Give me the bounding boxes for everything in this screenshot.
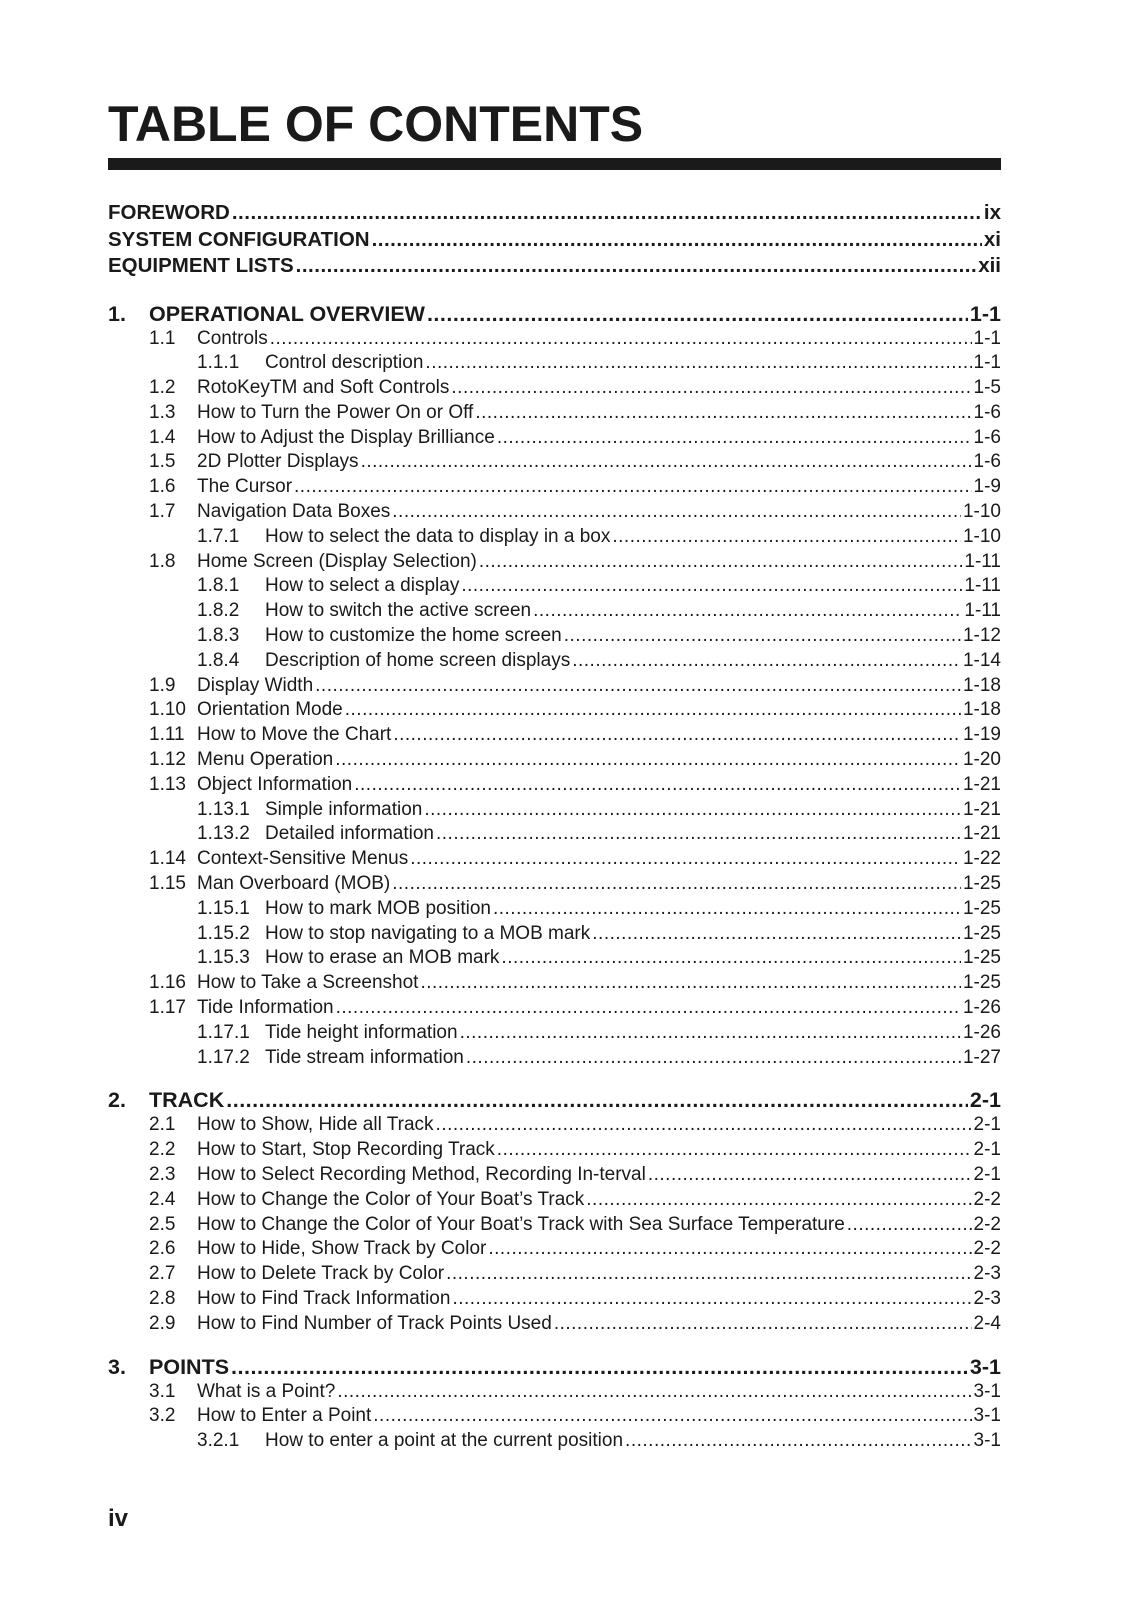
toc-entry-subsection[interactable] bbox=[108, 624, 1001, 649]
group-spacer bbox=[108, 1070, 1001, 1087]
toc-entry-page: 2-2 bbox=[973, 1238, 1001, 1260]
toc-entry-page: xi bbox=[983, 227, 1001, 251]
toc-entry-title: How to Change the Color of Your Boat’s Track with Sea Surface Temperature bbox=[197, 1213, 845, 1235]
toc-entry-section[interactable] bbox=[108, 674, 1001, 699]
toc-entry-page: 1-18 bbox=[962, 699, 1001, 721]
toc-entry-number: 2.2 bbox=[149, 1139, 176, 1161]
toc-entry-section[interactable] bbox=[108, 401, 1001, 426]
toc-entry-section[interactable] bbox=[108, 475, 1001, 500]
toc-entry-page: 1-21 bbox=[962, 773, 1001, 795]
dot-leader bbox=[424, 798, 961, 823]
dot-leader bbox=[392, 500, 961, 525]
toc-entry-title: How to erase an MOB mark bbox=[265, 947, 500, 969]
toc-entry-number: 1.15.3 bbox=[197, 947, 250, 969]
page-title: TABLE OF CONTENTS bbox=[108, 96, 644, 152]
toc-entry-section[interactable] bbox=[108, 1163, 1001, 1188]
toc-entry-number: 3.1 bbox=[149, 1380, 176, 1402]
toc-entry-page: 2-4 bbox=[973, 1312, 1001, 1334]
toc-entry-number: 1.13 bbox=[149, 773, 186, 795]
toc-entry-title: OPERATIONAL OVERVIEW bbox=[149, 301, 425, 326]
toc-entry-page: 1-22 bbox=[962, 848, 1001, 870]
toc-entry-section[interactable] bbox=[108, 327, 1001, 352]
dot-leader bbox=[427, 301, 968, 327]
toc-entry-title: How to enter a point at the current position bbox=[265, 1430, 624, 1452]
toc-entry-page: 1-12 bbox=[962, 625, 1001, 647]
toc-entry-section[interactable] bbox=[108, 1138, 1001, 1163]
toc-entry-number: 1.15.1 bbox=[197, 897, 250, 919]
toc-entry-title: Man Overboard (MOB) bbox=[197, 873, 391, 895]
toc-entry-subsection[interactable] bbox=[108, 574, 1001, 599]
toc-entry-number: 1.4 bbox=[149, 426, 176, 448]
dot-leader bbox=[847, 1213, 972, 1238]
toc-entry-page: 3-1 bbox=[973, 1430, 1001, 1452]
toc-entry-subsection[interactable] bbox=[108, 1429, 1001, 1454]
dot-leader bbox=[451, 376, 971, 401]
toc-entry-number: 1.9 bbox=[149, 674, 176, 696]
toc-entry-page: 3-1 bbox=[973, 1405, 1001, 1427]
page-number: iv bbox=[108, 1505, 129, 1532]
toc-entry-page: 1-11 bbox=[964, 575, 1001, 597]
toc-entry-section[interactable] bbox=[108, 971, 1001, 996]
dot-leader bbox=[460, 1021, 961, 1046]
toc-entry-number: 1.2 bbox=[149, 377, 176, 399]
toc-entry-title: Menu Operation bbox=[197, 749, 334, 771]
toc-entry-title: Detailed information bbox=[265, 823, 434, 845]
toc-entry-page: 1-6 bbox=[973, 426, 1001, 448]
toc-entry-number: 1.12 bbox=[149, 749, 186, 771]
toc-entry-page: 2-3 bbox=[973, 1263, 1001, 1285]
toc-entry-number: 1.5 bbox=[149, 451, 176, 473]
toc-entry-title: How to Turn the Power On or Off bbox=[197, 401, 474, 423]
toc-entry-number: 1.8.2 bbox=[197, 600, 240, 622]
toc-entry-number: 1.17 bbox=[149, 997, 186, 1019]
dot-leader bbox=[270, 327, 972, 352]
dot-leader bbox=[497, 1138, 972, 1163]
toc-entry-number: 2.5 bbox=[149, 1213, 176, 1235]
dot-leader bbox=[648, 1163, 972, 1188]
dot-leader bbox=[564, 624, 961, 649]
toc-entry-number: 1.11 bbox=[149, 724, 185, 746]
dot-leader bbox=[625, 1429, 971, 1454]
toc-entry-title: TRACK bbox=[149, 1088, 225, 1113]
toc-entry-chapter[interactable] bbox=[108, 1354, 1001, 1380]
toc-entry-page: 2-1 bbox=[973, 1139, 1001, 1161]
toc-entry-page: 2-1 bbox=[973, 1114, 1001, 1136]
toc-entry-page: 1-21 bbox=[962, 823, 1001, 845]
dot-leader bbox=[345, 698, 961, 723]
toc-entry-section[interactable] bbox=[108, 1262, 1001, 1287]
dot-leader bbox=[572, 649, 961, 674]
dot-leader bbox=[612, 525, 961, 550]
toc-entry-subsection[interactable] bbox=[108, 922, 1001, 947]
toc-entry-number: 1.15.2 bbox=[197, 922, 250, 944]
toc-entry-section[interactable] bbox=[108, 1188, 1001, 1213]
toc-entry-section[interactable] bbox=[108, 1237, 1001, 1262]
toc-entry-number: 2. bbox=[108, 1088, 126, 1113]
toc-entry-title: EQUIPMENT LISTS bbox=[108, 254, 294, 277]
toc-entry-section[interactable] bbox=[108, 1312, 1001, 1337]
toc-entry-section[interactable] bbox=[108, 872, 1001, 897]
toc-entry-page: 1-27 bbox=[962, 1046, 1001, 1068]
dot-leader bbox=[554, 1312, 972, 1337]
toc-entry-page: 1-25 bbox=[962, 873, 1001, 895]
dot-leader bbox=[337, 1380, 971, 1405]
toc-entry-title: Display Width bbox=[197, 674, 314, 696]
toc-entry-page: 1-1 bbox=[969, 301, 1001, 326]
toc-entry-subsection[interactable] bbox=[108, 897, 1001, 922]
toc-entry-section[interactable] bbox=[108, 1287, 1001, 1312]
toc-entry-number: 3.2.1 bbox=[197, 1430, 240, 1452]
toc-entry-page: xii bbox=[978, 254, 1001, 277]
toc-entry-page: 1-25 bbox=[962, 922, 1001, 944]
toc-entry-page: 1-10 bbox=[962, 525, 1001, 547]
dot-leader bbox=[336, 996, 961, 1021]
toc-entry-title: How to Start, Stop Recording Track bbox=[197, 1139, 495, 1161]
dot-leader bbox=[361, 450, 972, 475]
toc-entry-number: 1.6 bbox=[149, 476, 176, 498]
dot-leader bbox=[446, 1262, 971, 1287]
dot-leader bbox=[436, 1113, 972, 1138]
toc-entry-page: 1-26 bbox=[962, 1021, 1001, 1043]
toc-entry-page: 1-25 bbox=[962, 972, 1001, 994]
toc-entry-title: How to select a display bbox=[265, 575, 460, 597]
toc-entry-title: How to Move the Chart bbox=[197, 724, 392, 746]
toc-entry-number: 1.8.1 bbox=[197, 575, 240, 597]
toc-entry-section[interactable] bbox=[108, 1380, 1001, 1405]
dot-leader bbox=[497, 426, 972, 451]
toc-entry-number: 1.3 bbox=[149, 401, 176, 423]
toc-entry-page: 1-20 bbox=[962, 749, 1001, 771]
toc-entry-number: 1.7.1 bbox=[197, 525, 240, 547]
toc-entry-subsection[interactable] bbox=[108, 822, 1001, 847]
toc-entry-page: 1-6 bbox=[973, 451, 1001, 473]
toc-entry-title: How to select the data to display in a box bbox=[265, 525, 611, 547]
toc-entry-title: Tide Information bbox=[197, 997, 334, 1019]
toc-entry-section[interactable] bbox=[108, 847, 1001, 872]
toc-entry-page: 1-6 bbox=[973, 401, 1001, 423]
toc-entry-title: How to Take a Screenshot bbox=[197, 972, 419, 994]
toc-entry-section[interactable] bbox=[108, 1213, 1001, 1238]
toc-entry-number: 1.17.2 bbox=[197, 1046, 250, 1068]
toc-entry-number: 1. bbox=[108, 301, 126, 326]
toc-entry-number: 1.7 bbox=[149, 501, 176, 523]
toc-entry-title: How to Find Track Information bbox=[197, 1287, 451, 1309]
dot-leader bbox=[420, 971, 961, 996]
toc-entry-section[interactable] bbox=[108, 698, 1001, 723]
toc-entry-page: 1-1 bbox=[973, 352, 1001, 374]
toc-entry-subsection[interactable] bbox=[108, 946, 1001, 971]
toc-entry-chapter[interactable] bbox=[108, 1087, 1001, 1113]
toc-entry-title: How to Change the Color of Your Boat’s Track bbox=[197, 1188, 585, 1210]
dot-leader bbox=[493, 897, 961, 922]
toc-entry-section[interactable] bbox=[108, 773, 1001, 798]
toc-entry-title: How to Enter a Point bbox=[197, 1405, 372, 1427]
dot-leader bbox=[373, 1404, 971, 1429]
dot-leader bbox=[586, 1188, 971, 1213]
toc-entry-section[interactable] bbox=[108, 1404, 1001, 1429]
toc-entry-title: How to stop navigating to a MOB mark bbox=[265, 922, 591, 944]
toc-entry-title: How to customize the home screen bbox=[265, 625, 562, 647]
toc-entry-section[interactable] bbox=[108, 500, 1001, 525]
toc-entry-title: SYSTEM CONFIGURATION bbox=[108, 227, 370, 251]
toc-entry-title: 2D Plotter Displays bbox=[197, 451, 359, 473]
toc-entry-title: How to Hide, Show Track by Color bbox=[197, 1238, 487, 1260]
dot-leader bbox=[461, 574, 962, 599]
table-of-contents bbox=[108, 200, 1001, 1454]
toc-entry-page: 2-1 bbox=[973, 1164, 1001, 1185]
toc-entry-title: Object Information bbox=[197, 773, 353, 795]
toc-entry-section[interactable] bbox=[108, 376, 1001, 401]
dot-leader bbox=[392, 872, 961, 897]
toc-entry-section[interactable] bbox=[108, 748, 1001, 773]
toc-entry-page: 1-11 bbox=[964, 550, 1001, 572]
toc-entry-subsection[interactable] bbox=[108, 649, 1001, 674]
toc-entry-title: Simple information bbox=[265, 798, 423, 820]
toc-entry-page: 1-21 bbox=[962, 798, 1001, 820]
toc-entry-page: 1-14 bbox=[962, 649, 1001, 671]
dot-leader bbox=[393, 723, 961, 748]
toc-entry-page: 2-1 bbox=[969, 1088, 1001, 1113]
dot-leader bbox=[436, 822, 961, 847]
toc-entry-title: What is a Point? bbox=[197, 1380, 336, 1402]
toc-entry-page: 1-26 bbox=[962, 997, 1001, 1019]
toc-entry-page: 1-1 bbox=[973, 327, 1001, 349]
toc-entry-title: Orientation Mode bbox=[197, 699, 343, 721]
dot-leader bbox=[372, 227, 982, 254]
toc-entry-section[interactable] bbox=[108, 550, 1001, 575]
toc-entry-page: 3-1 bbox=[969, 1354, 1001, 1379]
toc-entry-subsection[interactable] bbox=[108, 599, 1001, 624]
dot-leader bbox=[475, 401, 971, 426]
dot-leader bbox=[452, 1287, 971, 1312]
toc-entry-title: How to Adjust the Display Brilliance bbox=[197, 426, 495, 448]
toc-entry-number: 2.6 bbox=[149, 1238, 176, 1260]
toc-entry-front[interactable] bbox=[108, 253, 1001, 280]
toc-entry-title: Control description bbox=[265, 352, 424, 374]
toc-entry-number: 1.8.3 bbox=[197, 625, 240, 647]
toc-entry-number: 2.3 bbox=[149, 1164, 176, 1185]
toc-entry-title: Tide stream information bbox=[265, 1046, 464, 1068]
toc-entry-title: How to mark MOB position bbox=[265, 897, 491, 919]
toc-entry-number: 1.8.4 bbox=[197, 649, 240, 671]
toc-entry-title: POINTS bbox=[149, 1354, 230, 1379]
toc-entry-subsection[interactable] bbox=[108, 1046, 1001, 1071]
toc-entry-title: Context-Sensitive Menus bbox=[197, 848, 409, 870]
dot-leader bbox=[232, 200, 982, 227]
toc-entry-section[interactable] bbox=[108, 723, 1001, 748]
title-rule bbox=[108, 158, 1001, 170]
toc-entry-title: RotoKeyTM and Soft Controls bbox=[197, 377, 450, 399]
group-spacer bbox=[108, 280, 1001, 301]
toc-entry-page: 1-19 bbox=[962, 724, 1001, 746]
dot-leader bbox=[335, 748, 961, 773]
toc-entry-title: FOREWORD bbox=[108, 201, 230, 224]
toc-entry-number: 1.14 bbox=[149, 848, 186, 870]
dot-leader bbox=[466, 1046, 961, 1071]
toc-entry-title: How to Show, Hide all Track bbox=[197, 1114, 434, 1136]
toc-entry-page: 1-11 bbox=[964, 600, 1001, 622]
toc-entry-front[interactable] bbox=[108, 227, 1001, 254]
toc-entry-number: 3.2 bbox=[149, 1405, 176, 1427]
dot-leader bbox=[479, 550, 963, 575]
dot-leader bbox=[226, 1087, 968, 1113]
toc-entry-number: 1.13.2 bbox=[197, 823, 250, 845]
toc-entry-number: 1.1.1 bbox=[197, 352, 240, 374]
toc-entry-subsection[interactable] bbox=[108, 1021, 1001, 1046]
toc-entry-title: Controls bbox=[197, 327, 268, 349]
toc-entry-page: 1-9 bbox=[973, 476, 1001, 498]
toc-entry-number: 2.4 bbox=[149, 1188, 176, 1210]
toc-entry-section[interactable] bbox=[108, 426, 1001, 451]
toc-entry-number: 2.7 bbox=[149, 1263, 176, 1285]
toc-entry-title: Navigation Data Boxes bbox=[197, 501, 391, 523]
dot-leader bbox=[315, 674, 961, 699]
toc-entry-page: 1-25 bbox=[962, 947, 1001, 969]
toc-entry-section[interactable] bbox=[108, 450, 1001, 475]
toc-entry-title: How to Find Number of Track Points Used bbox=[197, 1312, 552, 1334]
toc-entry-title: The Cursor bbox=[197, 476, 293, 498]
dot-leader bbox=[488, 1237, 971, 1262]
dot-leader bbox=[296, 253, 977, 280]
toc-entry-title: Home Screen (Display Selection) bbox=[197, 550, 477, 572]
toc-entry-section[interactable] bbox=[108, 996, 1001, 1021]
toc-entry-section[interactable] bbox=[108, 1113, 1001, 1138]
toc-entry-number: 1.15 bbox=[149, 873, 186, 895]
toc-entry-subsection[interactable] bbox=[108, 351, 1001, 376]
toc-entry-page: 1-18 bbox=[962, 674, 1001, 696]
toc-entry-subsection[interactable] bbox=[108, 525, 1001, 550]
toc-entry-title: Description of home screen displays bbox=[265, 649, 571, 671]
toc-entry-number: 1.13.1 bbox=[197, 798, 250, 820]
toc-entry-page: 3-1 bbox=[973, 1380, 1001, 1402]
toc-entry-number: 1.1 bbox=[149, 327, 176, 349]
toc-entry-number: 1.16 bbox=[149, 972, 186, 994]
toc-entry-page: ix bbox=[983, 201, 1001, 224]
group-spacer bbox=[108, 1337, 1001, 1354]
toc-entry-number: 2.8 bbox=[149, 1287, 176, 1309]
toc-entry-page: 1-25 bbox=[962, 897, 1001, 919]
dot-leader bbox=[294, 475, 972, 500]
toc-entry-number: 1.17.1 bbox=[197, 1021, 250, 1043]
toc-entry-number: 1.10 bbox=[149, 699, 186, 721]
dot-leader bbox=[533, 599, 962, 624]
dot-leader bbox=[425, 351, 971, 376]
dot-leader bbox=[501, 946, 961, 971]
toc-entry-number: 2.9 bbox=[149, 1312, 176, 1334]
toc-entry-subsection[interactable] bbox=[108, 798, 1001, 823]
toc-entry-page: 2-2 bbox=[973, 1188, 1001, 1210]
toc-entry-page: 2-2 bbox=[973, 1213, 1001, 1235]
toc-entry-chapter[interactable] bbox=[108, 301, 1001, 327]
dot-leader bbox=[410, 847, 961, 872]
toc-entry-title: How to Select Recording Method, Recording In-terval bbox=[197, 1164, 646, 1185]
dot-leader bbox=[592, 922, 961, 947]
toc-entry-number: 2.1 bbox=[149, 1114, 176, 1136]
toc-entry-front[interactable] bbox=[108, 200, 1001, 227]
dot-leader bbox=[354, 773, 961, 798]
toc-entry-number: 3. bbox=[108, 1354, 126, 1379]
dot-leader bbox=[231, 1354, 968, 1380]
toc-entry-number: 1.8 bbox=[149, 550, 176, 572]
toc-entry-title: How to Delete Track by Color bbox=[197, 1263, 445, 1285]
toc-entry-page: 1-10 bbox=[962, 501, 1001, 523]
toc-entry-title: How to switch the active screen bbox=[265, 600, 532, 622]
toc-entry-page: 1-5 bbox=[973, 377, 1001, 399]
toc-entry-page: 2-3 bbox=[973, 1287, 1001, 1309]
toc-entry-title: Tide height information bbox=[265, 1021, 458, 1043]
